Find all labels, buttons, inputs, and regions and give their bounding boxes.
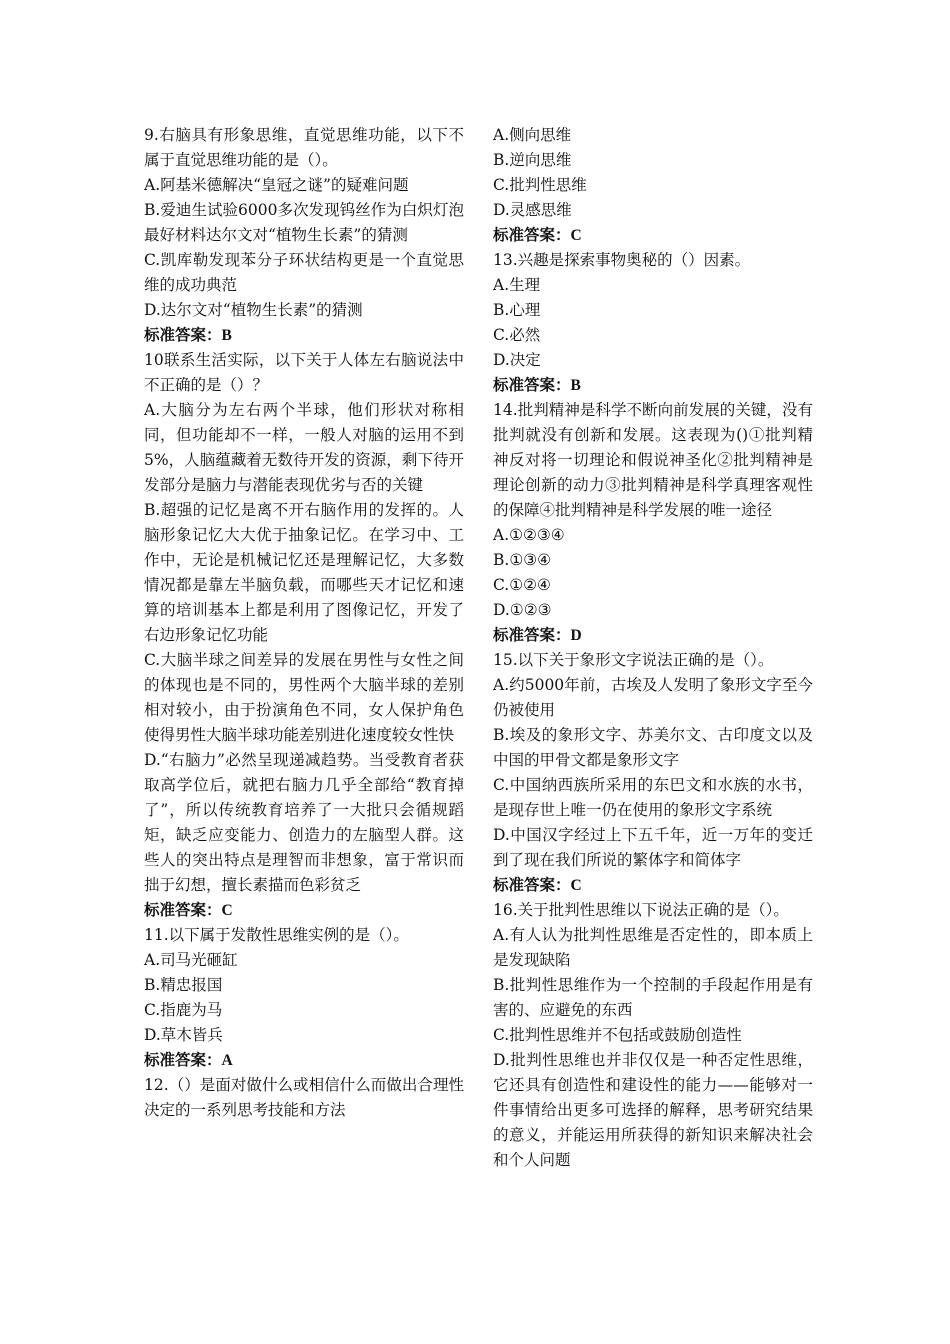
option-b: B.精忠报国 (144, 976, 223, 994)
option-d: D.批判性思维也并非仅仅是一种否定性思维，它还具有创造性和建设性的能力——能够对一件事情给出更多可选择的解释，思考研究结果的意义，并能运用所获得的新知识来解决社会和个人问题 (493, 1051, 813, 1169)
standard-answer: 标准答案：C (493, 227, 582, 244)
option-b: B.心理 (493, 301, 541, 319)
option-c: C.凯库勒发现苯分子环状结构更是一个直觉思维的成功典范 (144, 251, 464, 294)
question-11 (144, 923, 464, 1073)
question-stem: 10联系生活实际，以下关于人体左右脑说法中不正确的是（）？ (144, 351, 464, 394)
option-d: D.灵感思维 (493, 201, 572, 219)
option-c: C.①②④ (493, 576, 551, 594)
option-a: A.大脑分为左右两个半球，他们形状对称相同，但功能却不一样，一般人对脑的运用不到5%，人脑蕴藏着无数待开发的资源，剩下待开发部分是脑力与潜能表现优劣与否的关键 (144, 401, 464, 494)
option-a: A.约5000年前，古埃及人发明了象形文字至今仍被使用 (493, 676, 813, 719)
right-column (493, 123, 813, 1173)
question-stem: 16.关于批判性思维以下说法正确的是（）。 (493, 901, 789, 919)
question-16 (493, 898, 813, 1173)
option-b: B.超强的记忆是离不开右脑作用的发挥的。人脑形象记忆大大优于抽象记忆。在学习中、工作中，无论是机械记忆还是理解记忆，大多数情况都是靠左半脑负载，而哪些天才记忆和速算的培训基本上都是利用了图像记忆，开发了右边形象记忆功能 (144, 501, 464, 644)
option-d: D.草木皆兵 (144, 1026, 223, 1044)
option-a: A.侧向思维 (493, 126, 572, 144)
option-b: B.逆向思维 (493, 151, 572, 169)
option-b: B.爱迪生试验6000多次发现钨丝作为白炽灯泡最好材料达尔文对“植物生长素”的猜测 (144, 201, 464, 244)
option-b: B.批判性思维作为一个控制的手段起作用是有害的、应避免的东西 (493, 976, 813, 1019)
option-a: A.有人认为批判性思维是否定性的，即本质上是发现缺陷 (493, 926, 813, 969)
option-a: A.司马光砸缸 (144, 951, 238, 969)
question-9 (144, 123, 464, 348)
option-d: D.“右脑力”必然呈现递减趋势。当受教育者获取高学位后，就把右脑力几乎全部给“教育掉了”，所以传统教育培养了一大批只会循规蹈矩，缺乏应变能力、创造力的左脑型人群。这些人的突出特点是理智而非想象，富于常识而拙于幻想，擅长素描而色彩贫乏 (144, 751, 464, 894)
question-15 (493, 648, 813, 898)
option-c: C.批判性思维并不包括或鼓励创造性 (493, 1026, 742, 1044)
option-b: B.①③④ (493, 551, 552, 569)
question-12-options (493, 123, 813, 248)
option-c: C.指鹿为马 (144, 1001, 223, 1019)
question-stem: 11.以下属于发散性思维实例的是（）。 (144, 926, 409, 944)
option-d: D.决定 (493, 351, 541, 369)
standard-answer: 标准答案：B (493, 377, 581, 394)
standard-answer: 标准答案：D (493, 627, 582, 644)
question-stem: 12.（）是面对做什么或相信什么而做出合理性决定的一系列思考技能和方法 (144, 1076, 464, 1119)
option-a: A.阿基米德解决“皇冠之谜”的疑难问题 (144, 176, 409, 194)
standard-answer: 标准答案：C (144, 902, 233, 919)
option-d: D.中国汉字经过上下五千年，近一万年的变迁到了现在我们所说的繁体字和简体字 (493, 826, 813, 869)
standard-answer: 标准答案：A (144, 1052, 233, 1069)
option-b: B.埃及的象形文字、苏美尔文、古印度文以及中国的甲骨文都是象形文字 (493, 726, 813, 769)
question-stem: 14.批判精神是科学不断向前发展的关键，没有批判就没有创新和发展。这表现为()①批判精神反对将一切理论和假说神圣化②批判精神是理论创新的动力③批判精神是科学真理客观性的保障④批判精神是科学发展的唯一途径 (493, 401, 813, 519)
option-c: C.中国纳西族所采用的东巴文和水族的水书，是现存世上唯一仍在使用的象形文字系统 (493, 776, 813, 819)
option-c: C.批判性思维 (493, 176, 587, 194)
question-stem: 15.以下关于象形文字说法正确的是（）。 (493, 651, 774, 669)
left-column (144, 123, 464, 1123)
option-d: D.达尔文对“植物生长素”的猜测 (144, 301, 363, 319)
question-14 (493, 398, 813, 648)
question-stem: 9.右脑具有形象思维，直觉思维功能，以下不属于直觉思维功能的是（）。 (144, 126, 464, 169)
question-12 (144, 1073, 464, 1123)
option-a: A.①②③④ (493, 526, 565, 544)
question-stem: 13.兴趣是探索事物奥秘的（）因素。 (493, 251, 751, 269)
question-10 (144, 348, 464, 923)
option-d: D.①②③ (493, 601, 552, 619)
option-c: C.大脑半球之间差异的发展在男性与女性之间的体现也是不同的，男性两个大脑半球的差别相对较小，由于扮演角色不同，女人保护角色使得男性大脑半球功能差别进化速度较女性快 (144, 651, 464, 744)
standard-answer: 标准答案：C (493, 877, 582, 894)
option-c: C.必然 (493, 326, 541, 344)
question-13 (493, 248, 813, 398)
standard-answer: 标准答案：B (144, 327, 232, 344)
option-a: A.生理 (493, 276, 541, 294)
